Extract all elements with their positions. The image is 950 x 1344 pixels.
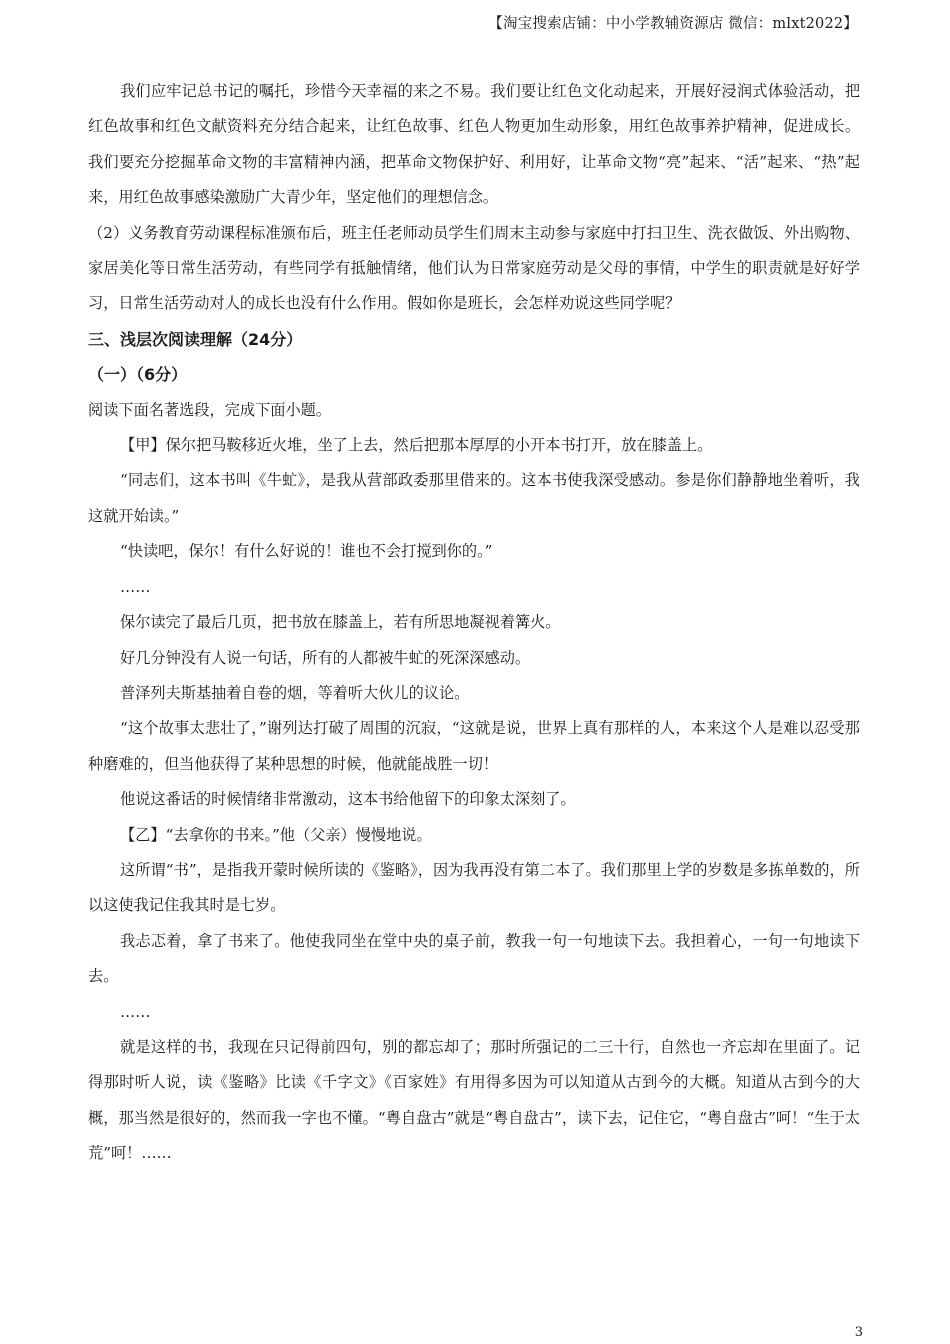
excerpt-jia-paragraph: “同志们，这本书叫《牛虻》，是我从营部政委那里借来的。这本书使我深受感动。参是你们静静地坐着听，我这就开始读。”	[88, 471, 860, 525]
excerpt-yi-paragraph: 就是这样的书，我现在只记得前四句，别的都忘却了；那时所强记的二三十行，自然也一齐忘却在里面了。记得那时听人说，读《鉴略》比读《千字文》《百家姓》有用得多因为可以知道从古到今的大概。知道从古到今的大概，那当然是很好的，然而我一字也不懂。“粤自盘古”就是“粤自盘古”，读下去，记住它，“粤自盘古”呵！“生于太荒”呵！……	[88, 1037, 860, 1163]
excerpt-yi-paragraph: 这所谓“书”，是指我开蒙时候所读的《鉴略》，因为我再没有第二本了。我们那里上学的岁数是多拣单数的，所以这使我记住我其时是七岁。	[88, 860, 860, 915]
excerpt-jia-paragraph: “这个故事太悲壮了，”谢列达打破了周围的沉寂，“这就是说，世界上真有那样的人，本来这个人是难以忍受那种磨难的，但当他获得了某种思想的时候，他就能战胜一切！	[88, 719, 860, 773]
excerpt-jia-paragraph: 【甲】保尔把马鞍移近火堆，坐了上去，然后把那本厚厚的小开本书打开，放在膝盖上。	[120, 436, 713, 455]
excerpt-yi-paragraph: 【乙】“去拿你的书来。”他（父亲）慢慢地说。	[120, 825, 432, 844]
excerpt-jia-paragraph: 保尔读完了最后几页，把书放在膝盖上，若有所思地凝视着篝火。	[120, 613, 561, 632]
ellipsis: ……	[120, 1002, 151, 1021]
excerpt-jia-paragraph: 普泽列夫斯基抽着自卷的烟，等着听大伙儿的议论。	[120, 683, 470, 702]
page-number: 3	[854, 1325, 863, 1340]
excerpt-jia-paragraph: “快读吧，保尔！有什么好说的！谁也不会打搅到你的。”	[120, 542, 493, 561]
document-body	[88, 74, 860, 1172]
excerpt-jia-paragraph: 好几分钟没有人说一句话，所有的人都被牛虻的死深深感动。	[120, 648, 531, 667]
excerpt-jia-paragraph: 他说这番话的时候情绪非常激动，这本书给他留下的印象太深刻了。	[120, 790, 576, 809]
excerpt-yi-paragraph: 我忐忑着，拿了书来了。他使我同坐在堂中央的桌子前，教我一句一句地读下去。我担着心，一句一句地读下去。	[88, 931, 860, 986]
question-2-paragraph: （2）义务教育劳动课程标准颁布后，班主任老师动员学生们周末主动参与家庭中打扫卫生、洗衣做饭、外出购物、家居美化等日常生活劳动，有些同学有抵触情绪，他们认为日常家庭劳动是父母的事情，中学生的职责就是好好学习，日常生活劳动对人的成长也没有什么作用。假如你是班长，会怎样劝说这些同学呢？	[88, 223, 860, 313]
subsection-1-heading: （一）（6分）	[88, 365, 188, 385]
page-header: 【淘宝搜索店铺：中小学教辅资源店 微信：mlxt2022】	[488, 16, 858, 32]
reading-instruction: 阅读下面名著选段，完成下面小题。	[88, 400, 331, 419]
ellipsis: ……	[120, 577, 151, 596]
paragraph-red-culture: 我们应牢记总书记的嘱托，珍惜今天幸福的来之不易。我们要让红色文化动起来，开展好浸润式体验活动，把红色故事和红色文献资料充分结合起来，让红色故事、红色人物更加生动形象，用红色故事养护精神，促进成长。我们要充分挖掘革命文物的丰富精神内涵，把革命文物保护好、利用好，让革命文物“亮”起来、“活”起来、“热”起来，用红色故事感染激励广大青少年，坚定他们的理想信念。	[88, 82, 860, 207]
section-3-heading: 三、浅层次阅读理解（24分）	[88, 329, 303, 349]
